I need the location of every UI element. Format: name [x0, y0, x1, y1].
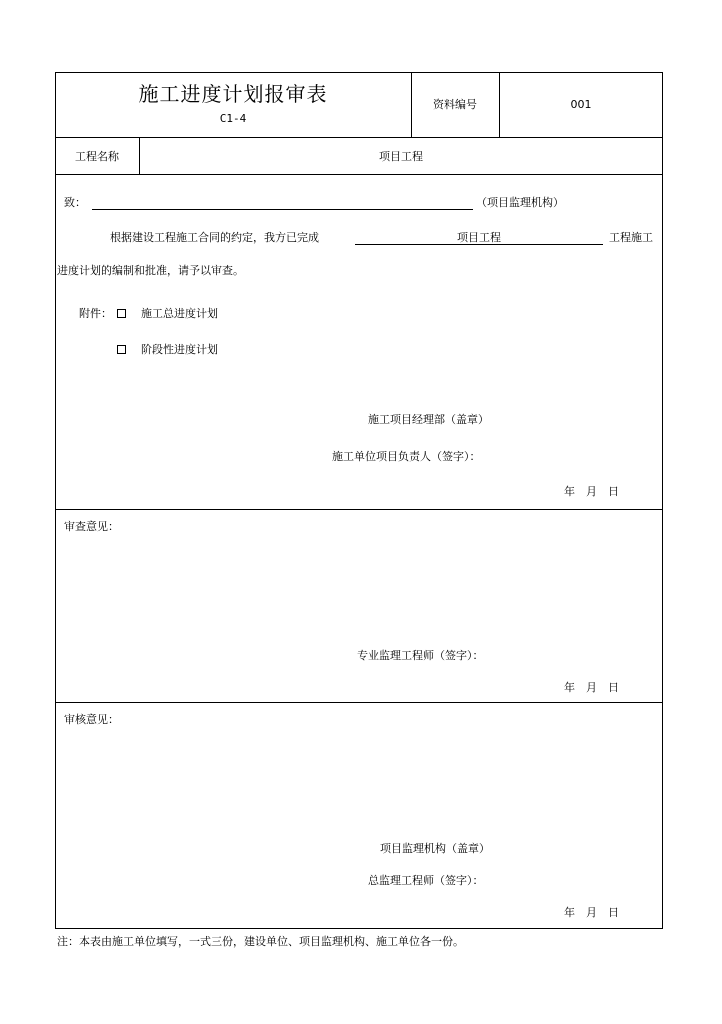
form-code: C1-4	[219, 112, 247, 125]
contractor-person-sign: 施工单位项目负责人（签字）：	[332, 450, 481, 463]
doc-no-label: 资料编号	[433, 98, 477, 111]
body-prefix: 根据建设工程施工合同的约定，我方已完成	[110, 231, 319, 244]
submission-date: 年 月 日	[564, 485, 619, 498]
row-line-2	[55, 174, 663, 175]
review-label: 审查意见：	[64, 520, 119, 533]
to-label: 致：	[64, 196, 86, 209]
review-date: 年 月 日	[564, 681, 619, 694]
to-blank-underline[interactable]	[92, 209, 473, 210]
review-sign: 专业监理工程师（签字）：	[357, 649, 484, 662]
approval-org-sign: 项目监理机构（盖章）	[380, 842, 490, 855]
project-name-value[interactable]: 项目工程	[379, 150, 423, 163]
footnote: 注：本表由施工单位填写，一式三份，建设单位、项目监理机构、施工单位各一份。	[57, 935, 464, 948]
project-name-label: 工程名称	[75, 150, 119, 163]
form-title: 施工进度计划报审表	[138, 82, 328, 106]
body-line-2: 进度计划的编制和批准，请予以审查。	[57, 264, 244, 277]
row-line-3	[55, 509, 663, 510]
form-table	[55, 72, 663, 929]
row-line-1	[55, 137, 663, 138]
attachment-2-checkbox[interactable]	[117, 345, 126, 354]
body-project-underline	[355, 244, 603, 245]
approval-date: 年 月 日	[564, 906, 619, 919]
attachments-label: 附件：	[79, 307, 112, 320]
approval-label: 审核意见：	[64, 713, 119, 726]
attachment-2-label: 阶段性进度计划	[141, 343, 218, 356]
body-project[interactable]: 项目工程	[457, 231, 501, 244]
approval-person-sign: 总监理工程师（签字）：	[368, 874, 484, 887]
row-line-4	[55, 702, 663, 703]
attachment-1-checkbox[interactable]	[117, 309, 126, 318]
attachment-1-label: 施工总进度计划	[141, 307, 218, 320]
doc-no-value[interactable]: 001	[570, 98, 592, 111]
contractor-dept-sign: 施工项目经理部（盖章）	[368, 413, 489, 426]
to-suffix: （项目监理机构）	[476, 196, 564, 209]
body-suffix: 工程施工	[609, 231, 653, 244]
